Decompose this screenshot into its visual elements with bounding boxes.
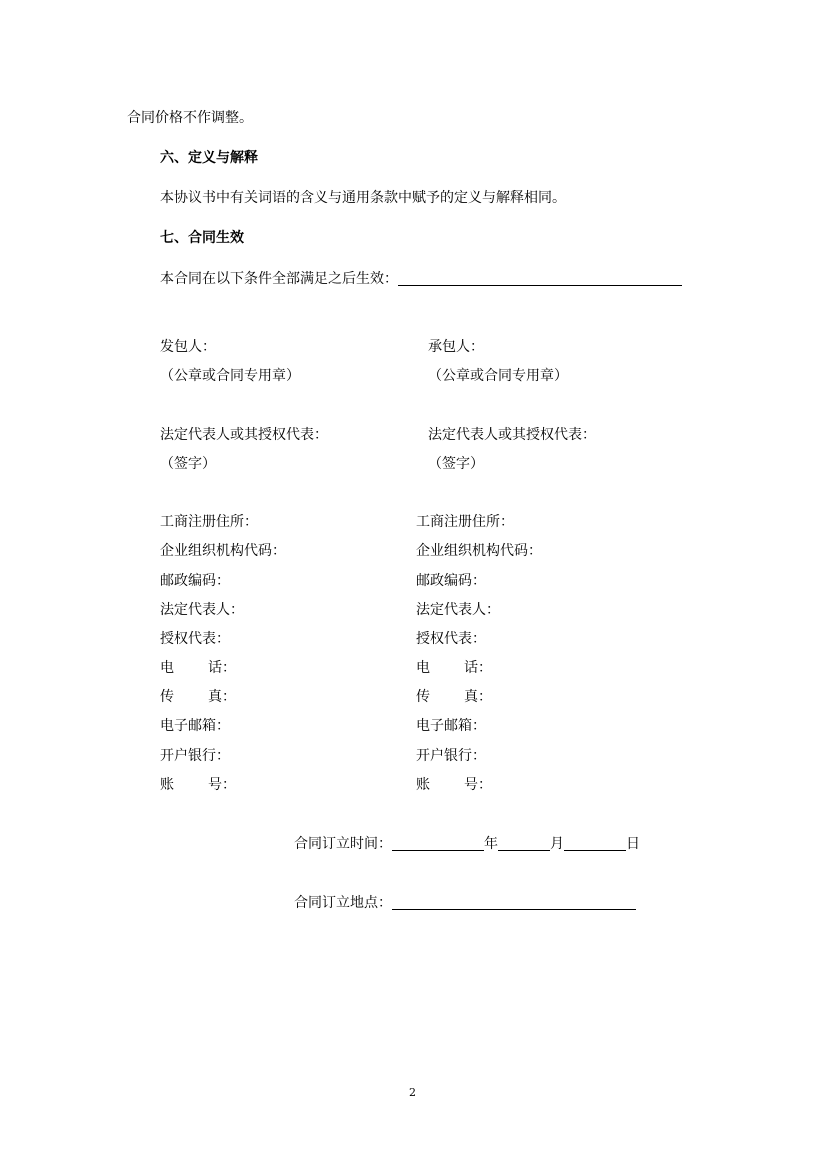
year-blank[interactable] (392, 836, 484, 851)
signing-time-line (294, 836, 640, 851)
month-blank[interactable] (498, 836, 550, 851)
section7-body: 本合同在以下条件全部满足之后生效： (160, 271, 398, 287)
employer-sign-label: （签字） (160, 456, 216, 472)
contractor-postcode-label: 邮政编码： (416, 573, 486, 589)
employer-address-label: 工商注册住所： (160, 514, 258, 530)
contractor-sign-label: （签字） (428, 456, 484, 472)
employer-postcode-label: 邮政编码： (160, 573, 230, 589)
employer-legal-rep-label: 法定代表人： (160, 602, 244, 618)
month-label: 月 (550, 836, 564, 852)
section6-body: 本协议书中有关词语的含义与通用条款中赋予的定义与解释相同。 (160, 190, 566, 206)
employer-seal-label: （公章或合同专用章） (160, 368, 300, 384)
contractor-rep-label: 法定代表人或其授权代表： (428, 427, 596, 443)
contractor-party-label: 承包人： (428, 339, 484, 355)
contractor-org-code-label: 企业组织机构代码： (416, 543, 542, 559)
section6-heading: 六、定义与解释 (160, 150, 258, 166)
contractor-phone-label: 电 话： (416, 660, 492, 676)
contractor-address-label: 工商注册住所： (416, 514, 514, 530)
signing-time-label: 合同订立时间： (294, 836, 392, 852)
day-label: 日 (626, 836, 640, 852)
employer-bank-label: 开户银行： (160, 748, 230, 764)
employer-fax-label: 传 真： (160, 689, 236, 705)
contractor-fax-label: 传 真： (416, 689, 492, 705)
page-number: 2 (409, 1086, 416, 1099)
employer-phone-label: 电 话： (160, 660, 236, 676)
employer-rep-label: 法定代表人或其授权代表： (160, 427, 328, 443)
employer-account-label: 账 号： (160, 777, 236, 793)
contractor-account-label: 账 号： (416, 777, 492, 793)
contractor-auth-rep-label: 授权代表： (416, 631, 486, 647)
contractor-bank-label: 开户银行： (416, 748, 486, 764)
year-label: 年 (484, 836, 498, 852)
contractor-email-label: 电子邮箱： (416, 718, 486, 734)
signing-place-blank[interactable] (392, 895, 636, 910)
section7-body-line (160, 271, 682, 286)
employer-auth-rep-label: 授权代表： (160, 631, 230, 647)
employer-party-label: 发包人： (160, 339, 216, 355)
contractor-seal-label: （公章或合同专用章） (428, 368, 568, 384)
signing-place-label: 合同订立地点： (294, 895, 392, 911)
contractor-legal-rep-label: 法定代表人： (416, 602, 500, 618)
day-blank[interactable] (564, 836, 626, 851)
employer-email-label: 电子邮箱： (160, 718, 230, 734)
section7-heading: 七、合同生效 (160, 230, 244, 246)
signing-place-line (294, 895, 636, 910)
effective-conditions-blank[interactable] (398, 271, 682, 286)
intro-text: 合同价格不作调整。 (127, 110, 253, 126)
employer-org-code-label: 企业组织机构代码： (160, 543, 286, 559)
